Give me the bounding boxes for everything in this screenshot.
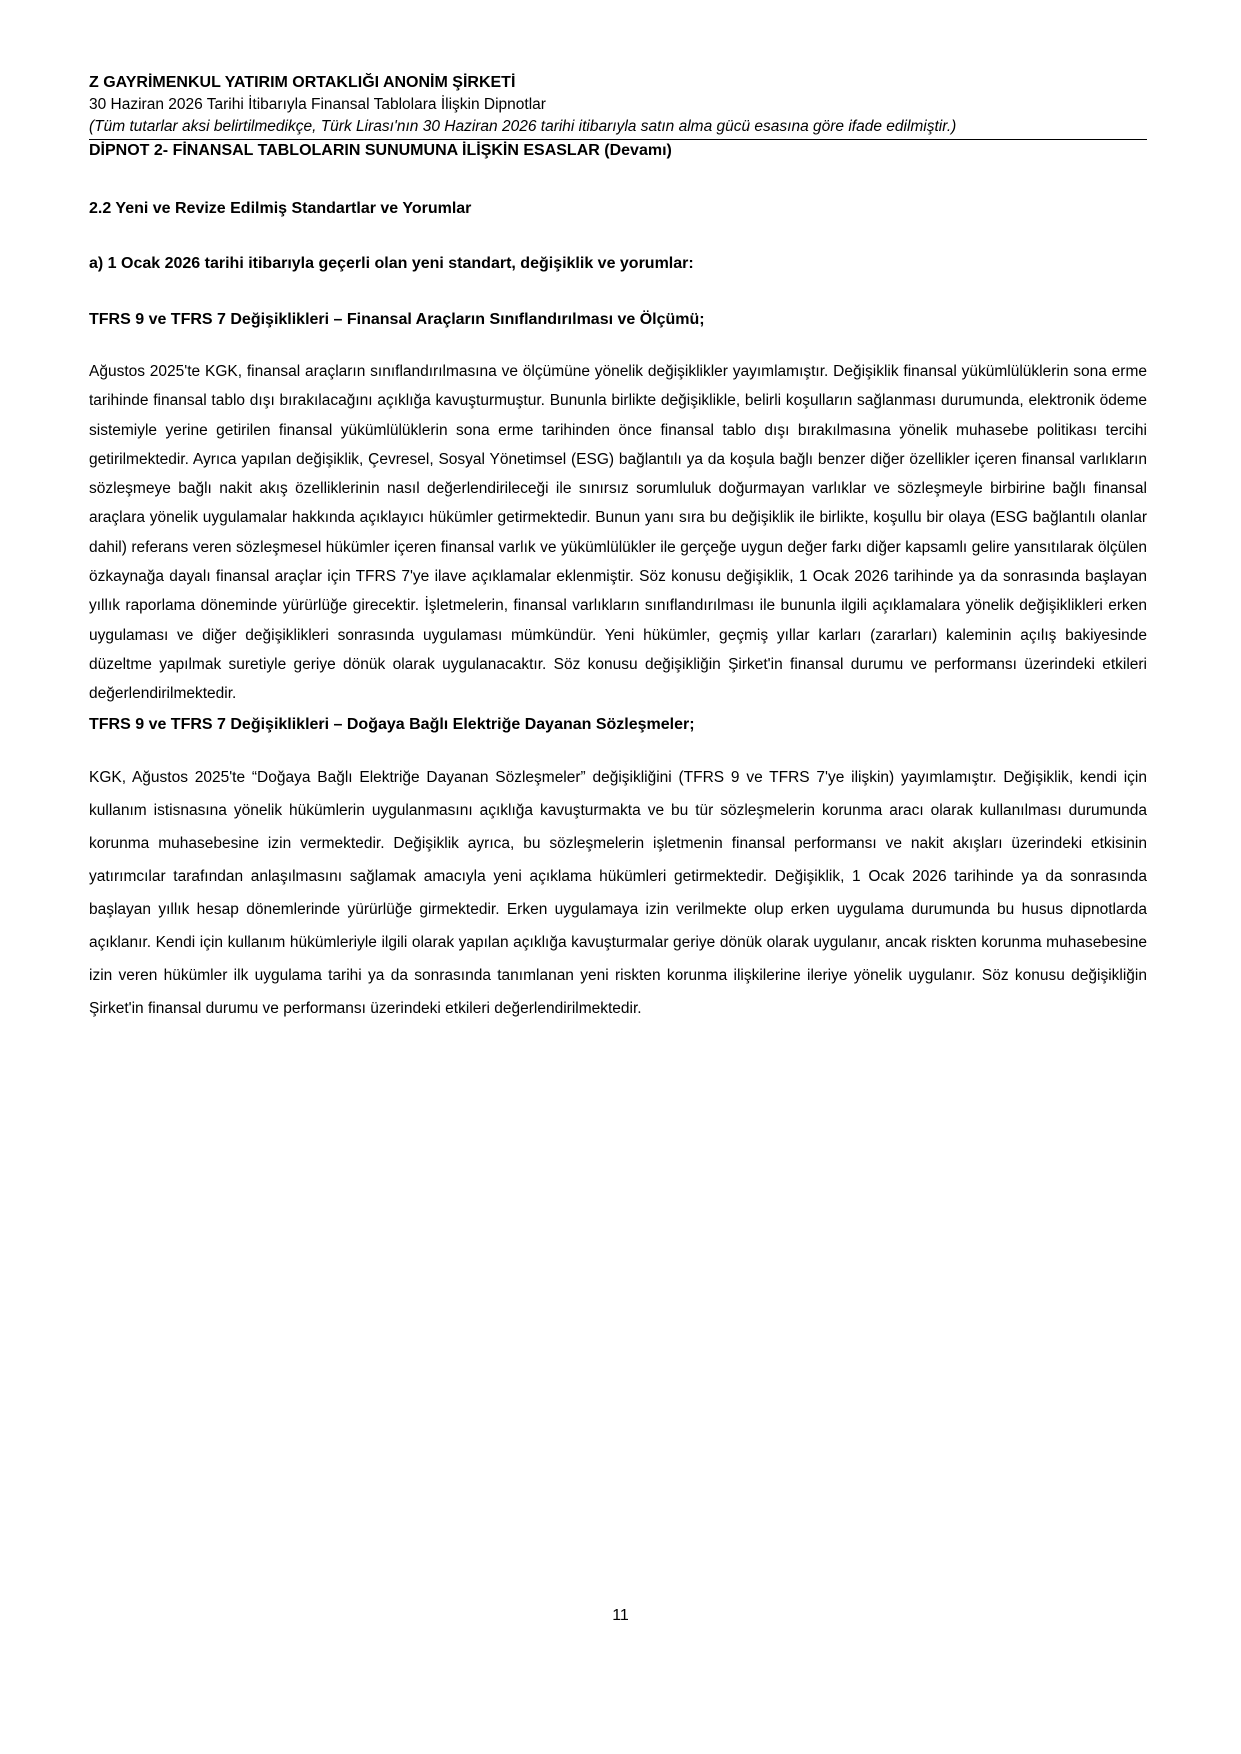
topic2-title: TFRS 9 ve TFRS 7 Değişiklikleri – Doğaya Bağlı Elektriğe Dayanan Sözleşmeler; [89, 716, 695, 733]
topic2-paragraph: KGK, Ağustos 2025'te “Doğaya Bağlı Elektriğe Dayanan Sözleşmeler” değişikliğini (TFRS 9 ve TFRS 7'ye ilişkin) yayımlamıştır. Değişiklik, kendi için kullanım istisnasına yönelik hükümlerin uygulanmasını açıklığa kavuşturmakta ve bu tür sözleşmelerin korunma aracı olarak kullanılması durumunda korunma muhasebesine izin vermektedir. Değişiklik ayrıca, bu sözleşmelerin işletmenin finansal performansı ve nakit akışları üzerindeki etkisinin yatırımcılar tarafından anlaşılmasını sağlamak amacıyla yeni açıklama hükümleri getirmektedir. Değişiklik, 1 Ocak 2026 tarihinde ya da sonrasında başlayan yıllık hesap dönemlerinde yürürlüğe girmektedir. Erken uygulamaya izin verilmekte olup erken uygulama durumunda bu husus dipnotlarda açıklanır. Kendi için kullanım hükümleriyle ilgili olarak yapılan açıklığa kavuşturmalar geriye dönük olarak uygulanır, ancak riskten korunma muhasebesine izin veren hükümler ilk uygulama tarihi ya da sonrasında tanımlanan yeni riskten korunma ilişkilerine ileriye yönelik uygulanır. Söz konusu değişikliğin Şirket'in finansal durumu ve performansı üzerindeki etkileri değerlendirilmektedir. [89, 769, 1147, 1017]
document-page [89, 72, 1147, 1017]
company-name: Z GAYRİMENKUL YATIRIM ORTAKLIĞI ANONİM ŞİRKETİ [89, 74, 516, 91]
page-header [89, 72, 1147, 162]
section-title: DİPNOT 2- FİNANSAL TABLOLARIN SUNUMUNA İLİŞKİN ESASLAR (Devamı) [89, 142, 672, 159]
topic1-paragraph: Ağustos 2025'te KGK, finansal araçların sınıflandırılmasına ve ölçümüne yönelik değişiklikler yayımlamıştır. Değişiklik finansal yükümlülüklerin sona erme tarihinde finansal tablo dışı bırakılacağını açıklığa kavuşturmuştur. Bununla birlikte değişiklikle, belirli koşulların sağlanması durumunda, elektronik ödeme sistemiyle yerine getirilen finansal yükümlülüklerin sona erme tarihinden önce finansal tablo dışı bırakılmasına yönelik muhasebe politikası tercihi getirilmektedir. Ayrıca yapılan değişiklik, Çevresel, Sosyal Yönetimsel (ESG) bağlantılı ya da koşula bağlı benzer diğer özellikler içeren finansal varlıkların sözleşmeye bağlı nakit akış özelliklerinin nasıl değerlendirileceği ile sınırsız sorumluluk doğurmayan varlıklar ve sözleşmeyle birbirine bağlı finansal araçlara yönelik uygulamalar hakkında açıklayıcı hükümler getirmektedir. Bunun yanı sıra bu değişiklik ile birlikte, koşullu bir olaya (ESG bağlantılı olanlar dahil) referans veren sözleşmesel hükümler içeren finansal varlık ve yükümlülükler ile gerçeğe uygun değer farkı diğer kapsamlı gelire yansıtılarak ölçülen özkaynağa dayalı finansal araçlar için TFRS 7'ye ilave açıklamalar eklenmiştir. Söz konusu değişiklik, 1 Ocak 2026 tarihinde ya da sonrasında başlayan yıllık raporlama döneminde yürürlüğe girecektir. İşletmelerin, finansal varlıkların sınıflandırılması ile bununla ilgili açıklamalara yönelik değişiklikleri erken uygulaması ve diğer değişiklikleri sonrasında uygulaması mümkündür. Yeni hükümler, geçmiş yıllar karları (zararları) kaleminin açılış bakiyesinde düzeltme yapılmak suretiyle geriye dönük olarak uygulanacaktır. Söz konusu değişikliğin Şirket'in finansal durumu ve performansı üzerindeki etkileri değerlendirilmektedir. [89, 363, 1147, 703]
heading-2-2: 2.2 Yeni ve Revize Edilmiş Standartlar ve Yorumlar [89, 200, 472, 217]
topic1-title: TFRS 9 ve TFRS 7 Değişiklikleri – Finansal Araçların Sınıflandırılması ve Ölçümü; [89, 311, 705, 328]
page-number: 11 [612, 1607, 629, 1624]
heading-a: a) 1 Ocak 2026 tarihi itibarıyla geçerli olan yeni standart, değişiklik ve yorumlar: [89, 255, 694, 272]
currency-note: (Tüm tutarlar aksi belirtilmedikçe, Türk Lirası'nın 30 Haziran 2026 tarihi itibarıyla satın alma gücü esasına göre ifade edilmiştir.) [89, 118, 957, 135]
report-subtitle: 30 Haziran 2026 Tarihi İtibarıyla Finansal Tablolara İlişkin Dipnotlar [89, 96, 546, 113]
